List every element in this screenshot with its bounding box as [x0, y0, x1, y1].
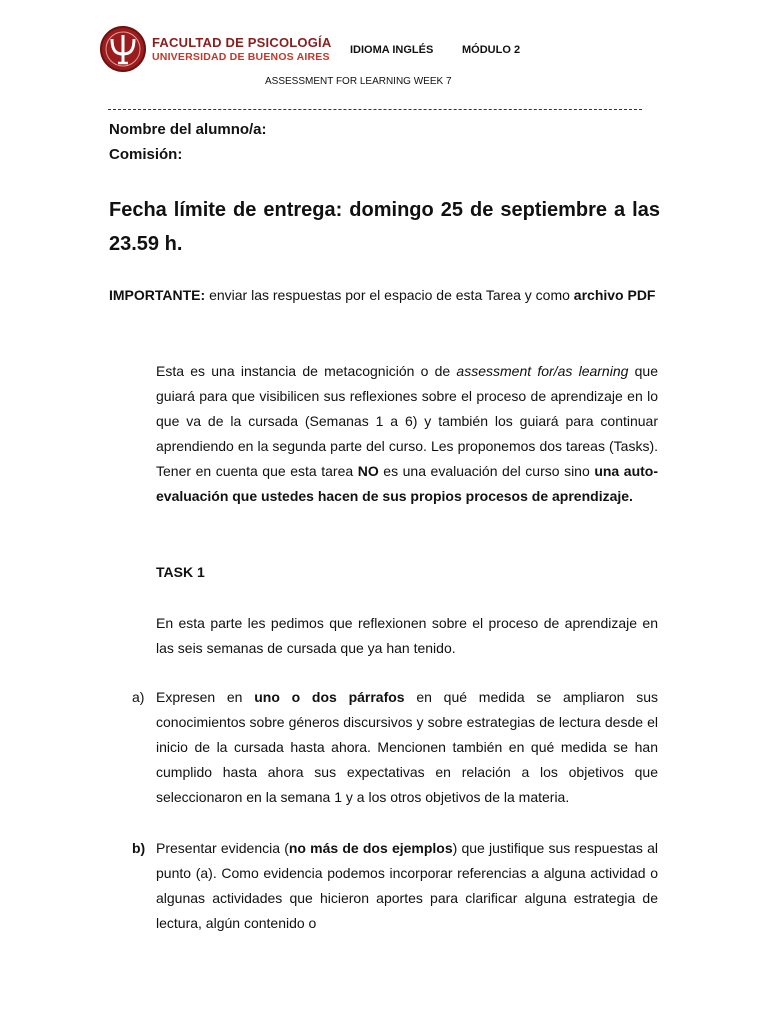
intro-italic: assessment for/as learning	[456, 363, 629, 379]
intro-text-3: es una evaluación del curso sino	[378, 463, 595, 479]
intro-bold-no: NO	[357, 463, 379, 479]
item-a-text-2: en qué medida se ampliaron sus conocimientos sobre géneros discursivos y sobre estrategias de lectura desde el inicio de la cursada hasta ahora. Mencionen también en qué medida se han cumplido hasta ahora sus expectativas en relación a los objetivos que seleccionaron en la semana 1 y a los otros objetivos de la materia.	[156, 689, 658, 805]
intro-paragraph	[156, 359, 658, 509]
assessment-title: ASSESSMENT FOR LEARNING WEEK 7	[265, 76, 452, 87]
item-a-bold: uno o dos párrafos	[254, 689, 405, 705]
deadline-heading: Fecha límite de entrega: domingo 25 de septiembre a las 23.59 h.	[109, 199, 660, 255]
psi-logo-icon	[99, 25, 147, 73]
student-fields	[109, 117, 267, 167]
module-label: MÓDULO 2	[462, 44, 521, 56]
intro-text-1: Esta es una instancia de metacognición o de	[156, 363, 457, 379]
item-a-text	[156, 685, 658, 810]
item-b-bold: no más de dos ejemplos	[288, 840, 453, 856]
item-a-text-1: Expresen en	[156, 689, 255, 705]
faculty-name: FACULTAD DE PSICOLOGÍA	[152, 35, 332, 50]
important-text: enviar las respuestas por el espacio de esta Tarea y como	[205, 287, 574, 303]
item-b-text	[156, 836, 658, 936]
task1-heading: TASK 1	[156, 564, 205, 580]
university-name: UNIVERSIDAD DE BUENOS AIRES	[152, 51, 330, 63]
intro-bold-end: una auto-evaluación que ustedes hacen de sus propios procesos de aprendizaje.	[156, 463, 658, 504]
commission-label: Comisión:	[109, 146, 183, 163]
important-note	[109, 283, 658, 308]
intro-text-2: que guiará para que visibilicen sus reflexiones sobre el proceso de aprendizaje en lo que va de la cursada (Semanas 1 a 6) y también los guiará para continuar aprendiendo en la segunda parte del curso. Les proponemos dos tareas (Tasks). Tener en cuenta que esta tarea	[156, 363, 658, 479]
subject-label: IDIOMA INGLÉS	[350, 44, 434, 56]
task1-intro: En esta parte les pedimos que reflexionen sobre el proceso de aprendizaje en las seis semanas de cursada que ya han tenido.	[156, 615, 658, 656]
item-a-marker: a)	[132, 689, 145, 705]
faculty-logo-text	[152, 36, 331, 64]
header-divider	[108, 109, 642, 110]
important-format: archivo PDF	[573, 287, 656, 303]
item-b-text-2: ) que justifique sus respuestas al punto (a). Como evidencia podemos incorporar referencias a alguna actividad o algunas actividades que hicieron aportes para clarificar alguna estrategia de lectura, algún contenido o	[156, 840, 658, 931]
item-b-marker: b)	[132, 840, 146, 856]
item-b-text-1: Presentar evidencia (	[156, 840, 289, 856]
important-label: IMPORTANTE:	[109, 287, 206, 303]
student-name-label: Nombre del alumno/a:	[109, 121, 267, 138]
